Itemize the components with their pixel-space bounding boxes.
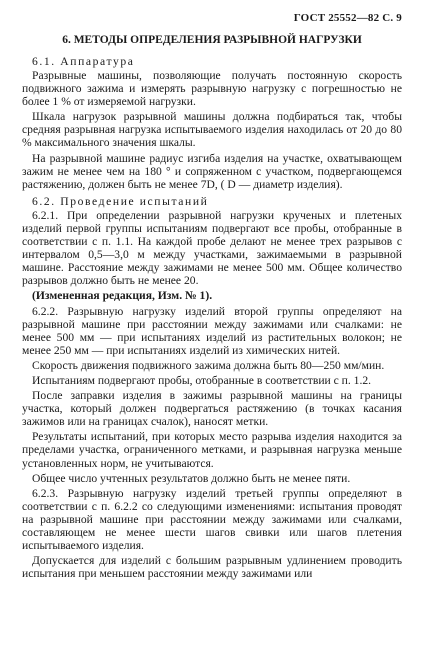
paragraph-9: После заправки изделия в зажимы разрывной машины на границы участка, который должен подвергаться растяжению (в точках касания зажимов или на границах счалок), наносят метки. (22, 389, 402, 429)
paragraph-13: Допускается для изделий с большим разрывным удлинением проводить испытания при меньшем расстоянии между зажимами или (22, 554, 402, 581)
running-header: ГОСТ 25552—82 С. 9 (293, 12, 402, 24)
paragraph-12: 6.2.3. Разрывную нагрузку изделий третьей группы определяют в соответствии с п. 6.2.2 со следующими изменениями: испытания проводят на разрывной машине при расстоянии между зажимами или счалками, составляющем не менее шести шагов свивки или шагов плетения испытываемого изделия. (22, 486, 402, 553)
subsection-title-apparatus: 6.1. Аппаратура (32, 55, 135, 68)
paragraph-7: Скорость движения подвижного зажима должна быть 80—250 мм/мин. (32, 358, 385, 372)
subsection-title-testing: 6.2. Проведение испытаний (32, 194, 209, 208)
section-title: 6. МЕТОДЫ ОПРЕДЕЛЕНИЯ РАЗРЫВНОЙ НАГРУЗКИ (62, 34, 362, 46)
paragraph-4: 6.2.1. При определении разрывной нагрузки крученых и плетеных изделий первой группы испытаниям подвергают все пробы, отобранные в соответствии с п. 1.1. На каждой пробе делают не менее трех разрывов с интервалом 0,5—3,0 м между участками, зажимаемыми в разрывной машине. Расстояние между зажимами не менее 500 мм. Общее количество разрывов должно быть не менее 20. (22, 208, 402, 288)
paragraph-10: Результаты испытаний, при которых место разрыва изделия находится за пределами участка, ограниченного метками, и разрывная нагрузка меньше установленных норм, не учитываются. (22, 430, 402, 470)
paragraph-3: На разрывной машине радиус изгиба изделия на участке, охватывающем зажим не менее чем на 180 ° и сопряженном с участком, подвергающемся растяжению, должен быть не менее 7D, ( D — диаметр изделия). (22, 151, 402, 191)
paragraph-1: Разрывные машины, позволяющие получать постоянную скорость подвижного зажима и измерять разрывную нагрузку с погрешностью не более 1 % от измеряемой нагрузки. (22, 69, 402, 109)
paragraph-6: 6.2.2. Разрывную нагрузку изделий второй группы определяют на разрывной машине при расстоянии между зажимами или счалками: не менее 500 мм — при испытаниях изделий из растительных волокон; не менее 250 мм — при испытаниях изделий из химических нитей. (22, 304, 402, 357)
paragraph-2: Шкала нагрузок разрывной машины должна подбираться так, чтобы средняя разрывная нагрузка испытываемого изделия находилась от 20 до 80 % максимального значения шкалы. (22, 110, 402, 150)
paragraph-8: Испытаниям подвергают пробы, отобранные в соответствии с п. 1.2. (32, 373, 372, 387)
amendment-note: (Измененная редакция, Изм. № 1). (32, 289, 213, 303)
paragraph-11: Общее число учтенных результатов должно быть не менее пяти. (32, 471, 351, 485)
